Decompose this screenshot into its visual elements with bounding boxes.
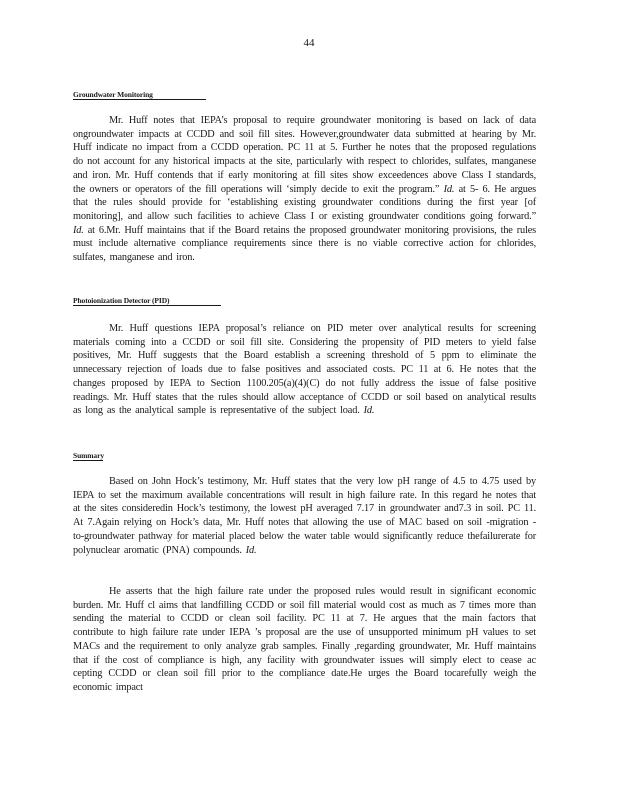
section-heading-summary: Summary <box>73 451 104 460</box>
section-heading-photoionization-detector: Photoionization Detector (PID) <box>73 296 221 306</box>
paragraph-photoionization-detector: Mr. Huff questions IEPA proposal’s reliance on PID meter over analytical results for screening materials coming into a CCDD or soil fill site. Considering the propensity of PID meters to yield false positives, Mr. Huff suggests that the Board establish a screening threshold of 5 ppm to eliminate the unnecessary rejection of loads due to false positives and associated costs. PC 11 at 6. He notes that the changes proposed by IEPA to Section 1100.205(a)(4)(C) do not fully address the issue of false positive readings. Mr. Huff states that the rules should allow acceptance of CCDD or soil based on analytical results as long as the analytical sample is representative of the subject load. Id. <box>73 323 536 417</box>
paragraph-summary-2: He asserts that the high failure rate under the proposed rules would result in significant economic burden. Mr. Huff cl aims that landfilling CCDD or soil fill material would cost as much as 7 times more than sending the material to CCDD or clean soil facility. PC 11 at 7. He argues that the main factors that contribute to high failure rate under IEPA ’s proposal are the use of unsupported minimum pH values to set MACs and the requirement to only analyze grab samples. Finally ,regarding groundwater, Mr. Huff maintains that if the cost of compliance is high, any facility with groundwater issues will simply elect to cease ac cepting CCDD or clean soil fill prior to the compliance date.He urges the Board tocarefully weigh the economic impact <box>73 586 536 693</box>
section-heading-groundwater-monitoring: Groundwater Monitoring <box>73 90 206 100</box>
paragraph-groundwater-monitoring: Mr. Huff notes that IEPA’s proposal to require groundwater monitoring is based on lack of data ongroundwater impacts at CCDD and soil fill sites. However,groundwater data submitted at hearing by Mr. Huff indicate no impact from a CCDD operation. PC 11 at 5. Further he notes that the proposed regulations do not account for any historical impacts at the site, particularly with respect to chlorides, sulfates, manganese and iron. Mr. Huff contends that if early monitoring at fill sites show exceedences above Class I standards, the owners or operators of the fill operations will ‘simply decide to exit the program.” Id. at 5- 6. He argues that the rules should provide for ‘establishing existing groundwater conditions during the first year [of monitoring], and allow such facilities to achieve Class I or existing groundwater conditions going forward.” Id. at 6.Mr. Huff maintains that if the Board retains the proposed groundwater monitoring provisions, the rules must include alternative compliance requirements since there is no viable corrective action for chlorides, sulfates, manganese and iron. <box>73 115 536 264</box>
page-number: 44 <box>303 37 315 49</box>
paragraph-summary-1: Based on John Hock’s testimony, Mr. Huff states that the very low pH range of 4.5 to 4.75 used by IEPA to set the maximum available concentrations will result in high failure rate. In this regard he notes that at the sites consideredin Hock’s testimony, the lowest pH averaged 7.17 in groundwater and7.3 in soil. PC 11. At 7.Again relying on Hock’s data, Mr. Huff notes that allowing the use of MAC based on soil -migration -to-groundwater pathway for material placed below the water table would significantly reduce thefailurerate for polynuclear aromatic (PNA) compounds. Id. <box>73 476 536 556</box>
